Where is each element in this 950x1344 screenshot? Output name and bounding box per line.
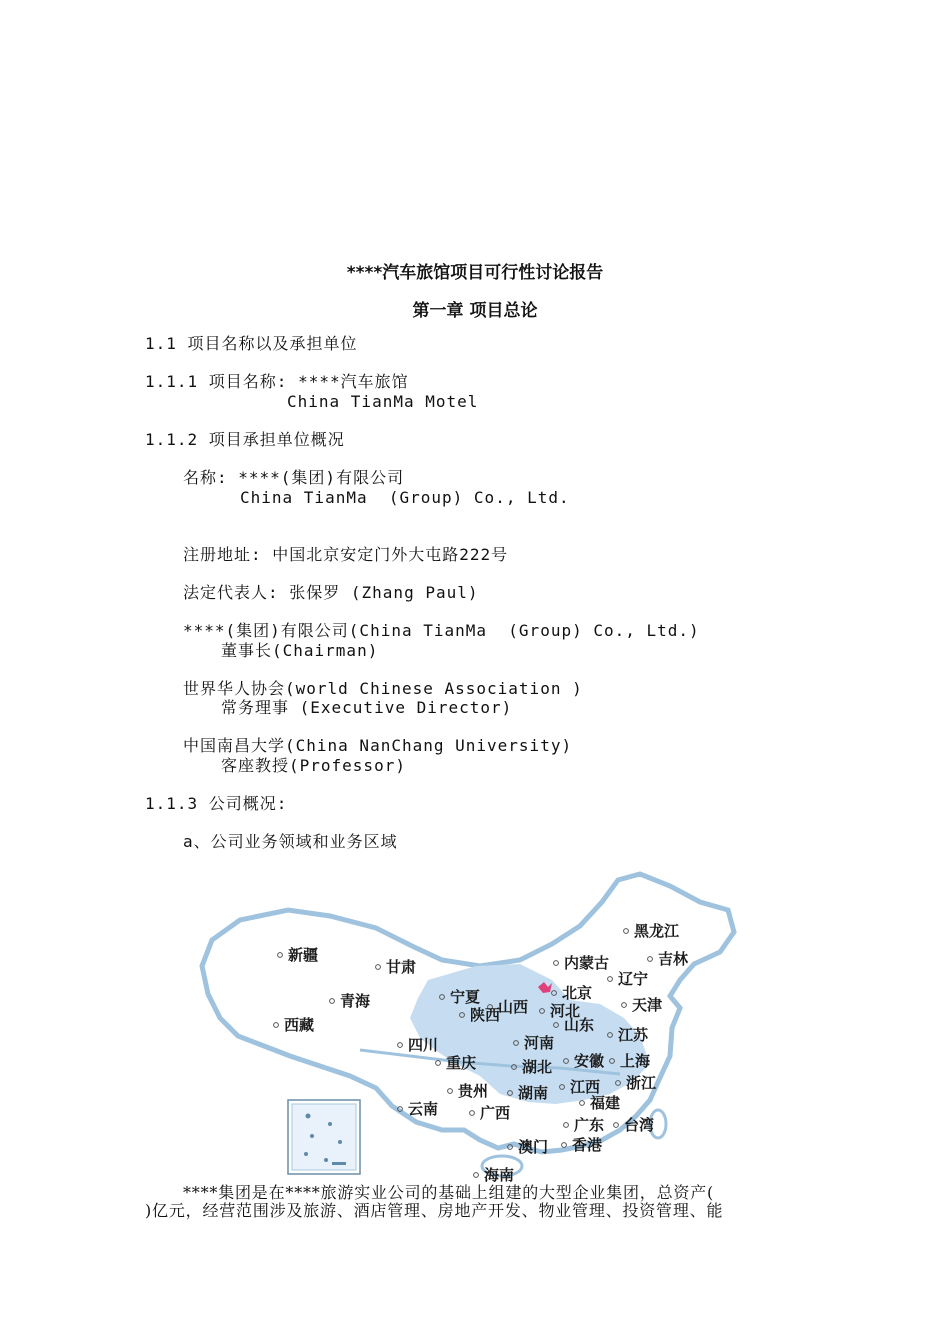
- province-label: 宁夏: [450, 988, 481, 1006]
- province-label: 河北: [550, 1002, 581, 1020]
- role-1-org: ****(集团)有限公司(China TianMa (Group) Co., Ltd.): [183, 621, 700, 640]
- province-label: 云南: [408, 1100, 439, 1118]
- province-dot: [474, 1173, 479, 1178]
- province-label: 贵州: [458, 1082, 489, 1100]
- section-1-1-1: 1.1.1 项目名称: ****汽车旅馆: [145, 372, 409, 391]
- province-label: 天津: [632, 996, 663, 1014]
- section-1-1-3: 1.1.3 公司概况:: [145, 794, 288, 813]
- province-label: 台湾: [624, 1116, 655, 1134]
- province-label: 内蒙古: [564, 954, 610, 972]
- project-name-en: China TianMa Motel: [287, 392, 479, 411]
- province-label: 湖南: [518, 1084, 549, 1102]
- company-name-en: China TianMa (Group) Co., Ltd.: [240, 488, 570, 507]
- subsection-a: a、公司业务领域和业务区域: [183, 832, 398, 851]
- section-1-1-2: 1.1.2 项目承担单位概况: [145, 430, 345, 449]
- province-label: 江苏: [618, 1026, 649, 1044]
- province-label: 黑龙江: [634, 922, 680, 940]
- province-label: 澳门: [518, 1138, 549, 1156]
- province-label: 西藏: [284, 1016, 315, 1034]
- province-label: 河南: [524, 1034, 555, 1052]
- province-label: 重庆: [446, 1054, 477, 1072]
- province-label: 浙江: [626, 1074, 657, 1092]
- company-paragraph-line-1: ****集团是在****旅游实业公司的基础上组建的大型企业集团，总资产(: [183, 1183, 715, 1202]
- company-paragraph-line-2: )亿元，经营范围涉及旅游、酒店管理、房地产开发、物业管理、投资管理、能: [145, 1201, 724, 1220]
- province-label: 北京: [562, 984, 593, 1002]
- province-label: 甘肃: [386, 958, 417, 976]
- province-label: 海南: [484, 1166, 515, 1184]
- company-name: 名称: ****(集团)有限公司: [183, 468, 405, 487]
- role-3-title: 客座教授(Professor): [221, 756, 406, 775]
- chapter-heading: 第一章 项目总论: [412, 301, 538, 321]
- province-label: 安徽: [574, 1052, 605, 1070]
- province-label: 上海: [620, 1052, 651, 1070]
- section-1-1: 1.1 项目名称以及承担单位: [145, 334, 358, 353]
- province-label: 湖北: [522, 1058, 553, 1076]
- province-label: 陕西: [470, 1006, 501, 1024]
- province-label: 广西: [480, 1104, 511, 1122]
- legal-representative: 法定代表人: 张保罗 (Zhang Paul): [183, 583, 479, 602]
- province-label: 福建: [590, 1094, 621, 1112]
- inset-frame: [292, 1104, 356, 1170]
- role-3-org: 中国南昌大学(China NanChang University): [183, 736, 573, 755]
- province-label: 青海: [340, 992, 371, 1010]
- province-label: 四川: [408, 1036, 439, 1054]
- province-label: 辽宁: [618, 970, 649, 988]
- province-label: 江西: [570, 1078, 601, 1096]
- role-1-title: 董事长(Chairman): [221, 641, 379, 660]
- province-label: 广东: [574, 1116, 605, 1134]
- registered-address: 注册地址: 中国北京安定门外大屯路222号: [183, 545, 509, 564]
- province-label: 山东: [564, 1016, 595, 1034]
- province-label: 新疆: [288, 946, 319, 964]
- province-label: 香港: [572, 1136, 603, 1154]
- role-2-title: 常务理事 (Executive Director): [221, 698, 513, 717]
- china-business-map: [180, 868, 750, 1186]
- document-title: ****汽车旅馆项目可行性讨论报告: [346, 263, 604, 283]
- province-label: 吉林: [658, 950, 689, 968]
- province-label: 山西: [498, 998, 529, 1016]
- role-2-org: 世界华人协会(world Chinese Association ): [183, 679, 583, 698]
